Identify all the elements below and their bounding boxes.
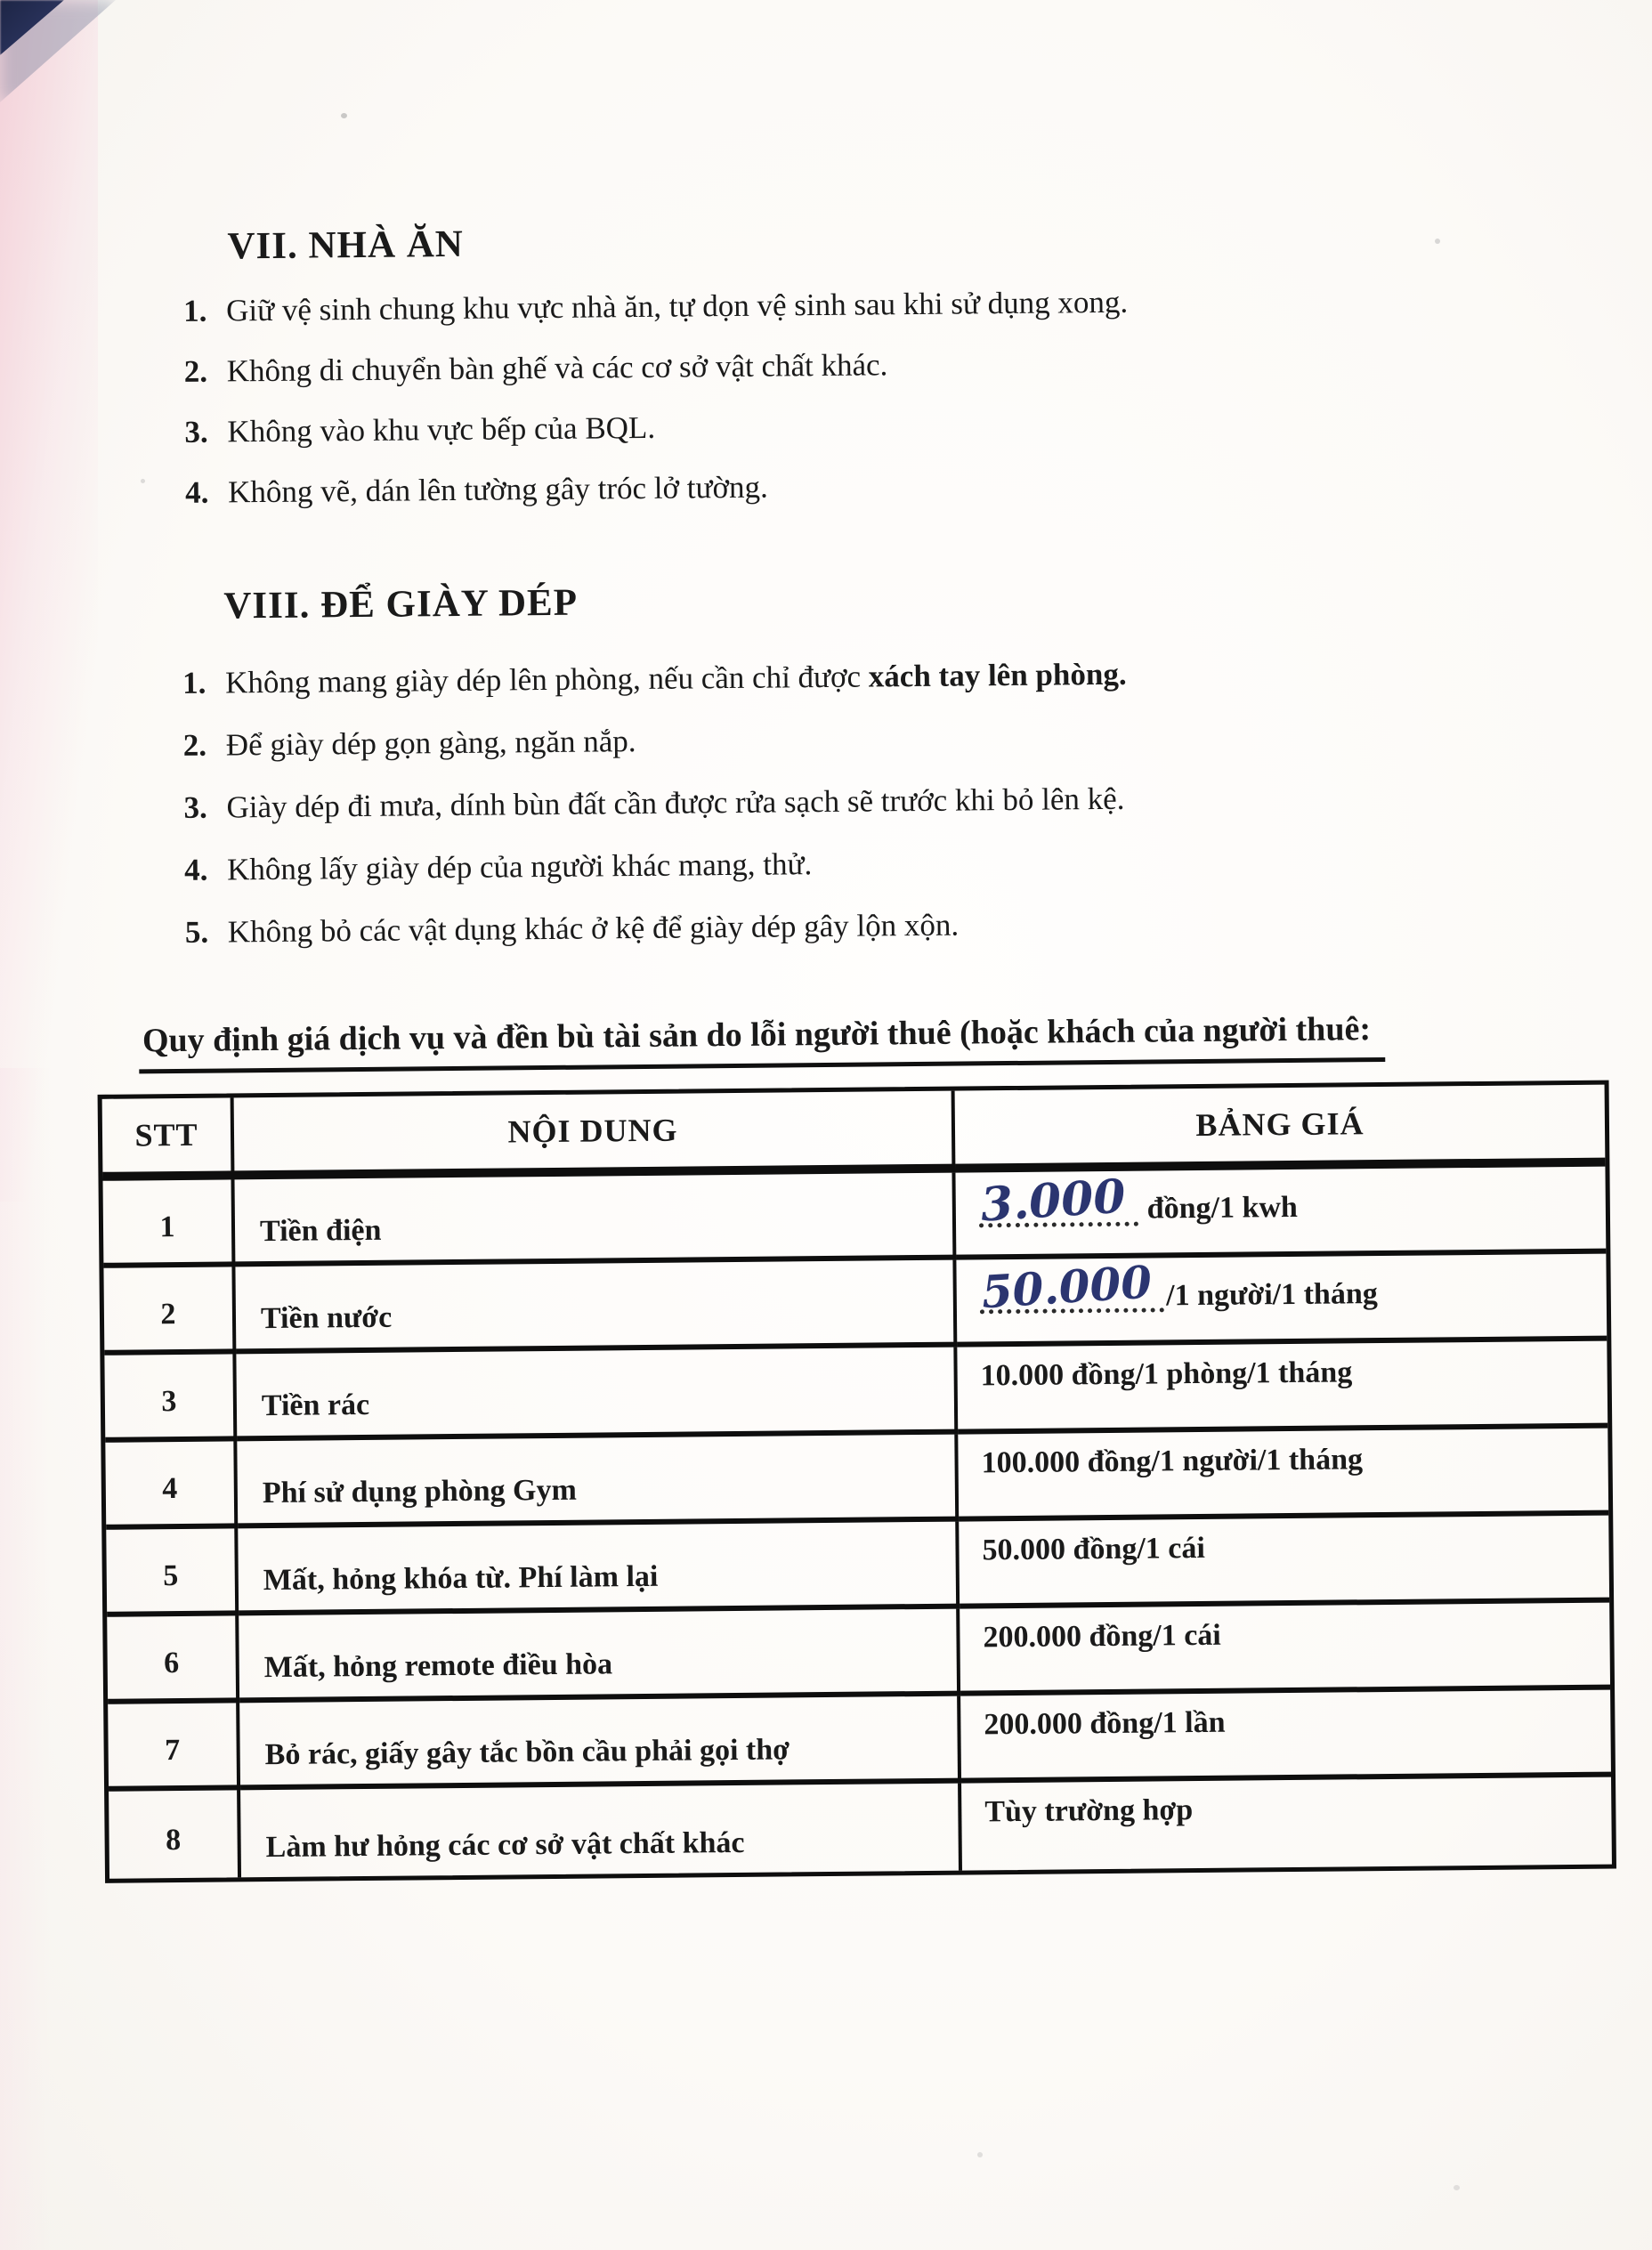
price-cell <box>957 1341 1607 1435</box>
item-number: 2. <box>182 727 207 763</box>
stt-cell: 5 <box>106 1528 239 1616</box>
list-item <box>185 465 1130 512</box>
handwritten-price: 3.000 <box>979 1169 1128 1233</box>
table-header-stt: STT <box>102 1097 235 1180</box>
content-cell: Mất, hỏng khóa từ. Phí làm lại <box>238 1522 960 1616</box>
item-text-bold: xách tay lên phòng. <box>868 656 1127 694</box>
content-cell: Bỏ rác, giấy gây tắc bồn cầu phải gọi thợ <box>239 1696 961 1791</box>
pricing-section-heading: Quy định giá dịch vụ và đền bù tài sản do lỗi người thuê (hoặc khách của người thuê: <box>139 1009 1386 1073</box>
price-cell <box>960 1603 1610 1696</box>
stt-cell: 1 <box>103 1179 236 1267</box>
item-text: Không lấy giày dép của người khác mang, thử. <box>226 846 813 887</box>
list-item <box>183 718 1128 765</box>
printed-price: /1 người/1 tháng <box>1165 1277 1378 1313</box>
list-item <box>184 344 1129 391</box>
item-text: Để giày dép gọn gàng, ngăn nắp. <box>225 724 636 763</box>
item-number: 5. <box>184 914 209 950</box>
printed-price: 100.000 đồng/1 người/1 tháng <box>981 1443 1364 1480</box>
dotted-fill-line <box>979 1169 1138 1233</box>
item-text: Không di chuyển bàn ghế và các cơ sở vật chất khác. <box>226 347 888 389</box>
item-number: 2. <box>183 353 208 389</box>
printed-price: đồng/1 kwh <box>1146 1190 1299 1226</box>
content-cell: Tiền điện <box>235 1173 957 1267</box>
stt-cell: 2 <box>103 1267 236 1355</box>
table-header-price: BẢNG GIÁ <box>955 1085 1606 1173</box>
content-cell: Tiền rác <box>236 1348 958 1442</box>
list-item <box>183 284 1128 330</box>
price-cell <box>961 1777 1612 1871</box>
price-cell <box>959 1516 1609 1609</box>
item-text: Giày dép đi mưa, dính bùn đất cần được rửa sạch sẽ trước khi bỏ lên kệ. <box>226 781 1125 825</box>
dotted-fill-line <box>979 1255 1164 1319</box>
list-item <box>184 843 1129 889</box>
content-cell: Tiền nước <box>235 1260 957 1355</box>
section-vii-list <box>183 284 1130 535</box>
item-text: Giữ vệ sinh chung khu vực nhà ăn, tự dọn vệ sinh sau khi sử dụng xong. <box>225 284 1129 328</box>
stt-cell: 8 <box>109 1790 241 1878</box>
printed-price: 50.000 đồng/1 cái <box>982 1531 1206 1567</box>
stt-cell: 4 <box>105 1441 238 1529</box>
list-item <box>184 405 1129 451</box>
section-vii-title: VII. NHÀ ĂN <box>227 223 465 268</box>
item-number: 4. <box>184 474 209 510</box>
printed-price: 10.000 đồng/1 phòng/1 tháng <box>980 1356 1353 1393</box>
item-number: 1. <box>182 293 207 328</box>
stt-cell: 3 <box>104 1354 237 1442</box>
printed-price: Tùy trường hợp <box>984 1793 1194 1829</box>
list-item <box>182 656 1127 702</box>
printed-price: 200.000 đồng/1 lần <box>984 1705 1226 1742</box>
item-text: Không vẽ, dán lên tường gây tróc lở tường. <box>227 469 768 510</box>
content-cell: Làm hư hỏng các cơ sở vật chất khác <box>240 1784 962 1878</box>
item-text: Không vào khu vực bếp của BQL. <box>227 409 656 449</box>
section-viii-list <box>182 656 1130 976</box>
stt-cell: 6 <box>107 1615 239 1704</box>
section-viii-title: VIII. ĐỂ GIÀY DÉP <box>223 581 579 627</box>
item-text: Không bỏ các vật dụng khác ở kệ để giày dép gây lộn xộn. <box>227 907 960 950</box>
item-number: 3. <box>184 414 208 449</box>
pricing-table <box>98 1080 1616 1883</box>
item-number: 1. <box>182 665 206 700</box>
stt-cell: 7 <box>108 1703 240 1791</box>
list-item <box>185 905 1130 951</box>
table-header-content: NỘI DUNG <box>234 1091 956 1180</box>
price-cell <box>960 1690 1611 1784</box>
price-cell <box>956 1254 1607 1348</box>
printed-price: 200.000 đồng/1 cái <box>983 1618 1221 1655</box>
item-text: Không mang giày dép lên phòng, nếu cần chỉ được xách tay lên phòng. <box>224 656 1127 700</box>
content-cell: Phí sử dụng phòng Gym <box>237 1435 959 1529</box>
item-number: 3. <box>183 789 207 825</box>
content-cell: Mất, hỏng remote điều hòa <box>239 1609 960 1704</box>
price-cell <box>955 1167 1606 1260</box>
handwritten-price: 50.000 <box>980 1255 1154 1319</box>
price-cell <box>958 1429 1608 1522</box>
item-number: 4. <box>183 852 208 887</box>
list-item <box>183 781 1128 827</box>
